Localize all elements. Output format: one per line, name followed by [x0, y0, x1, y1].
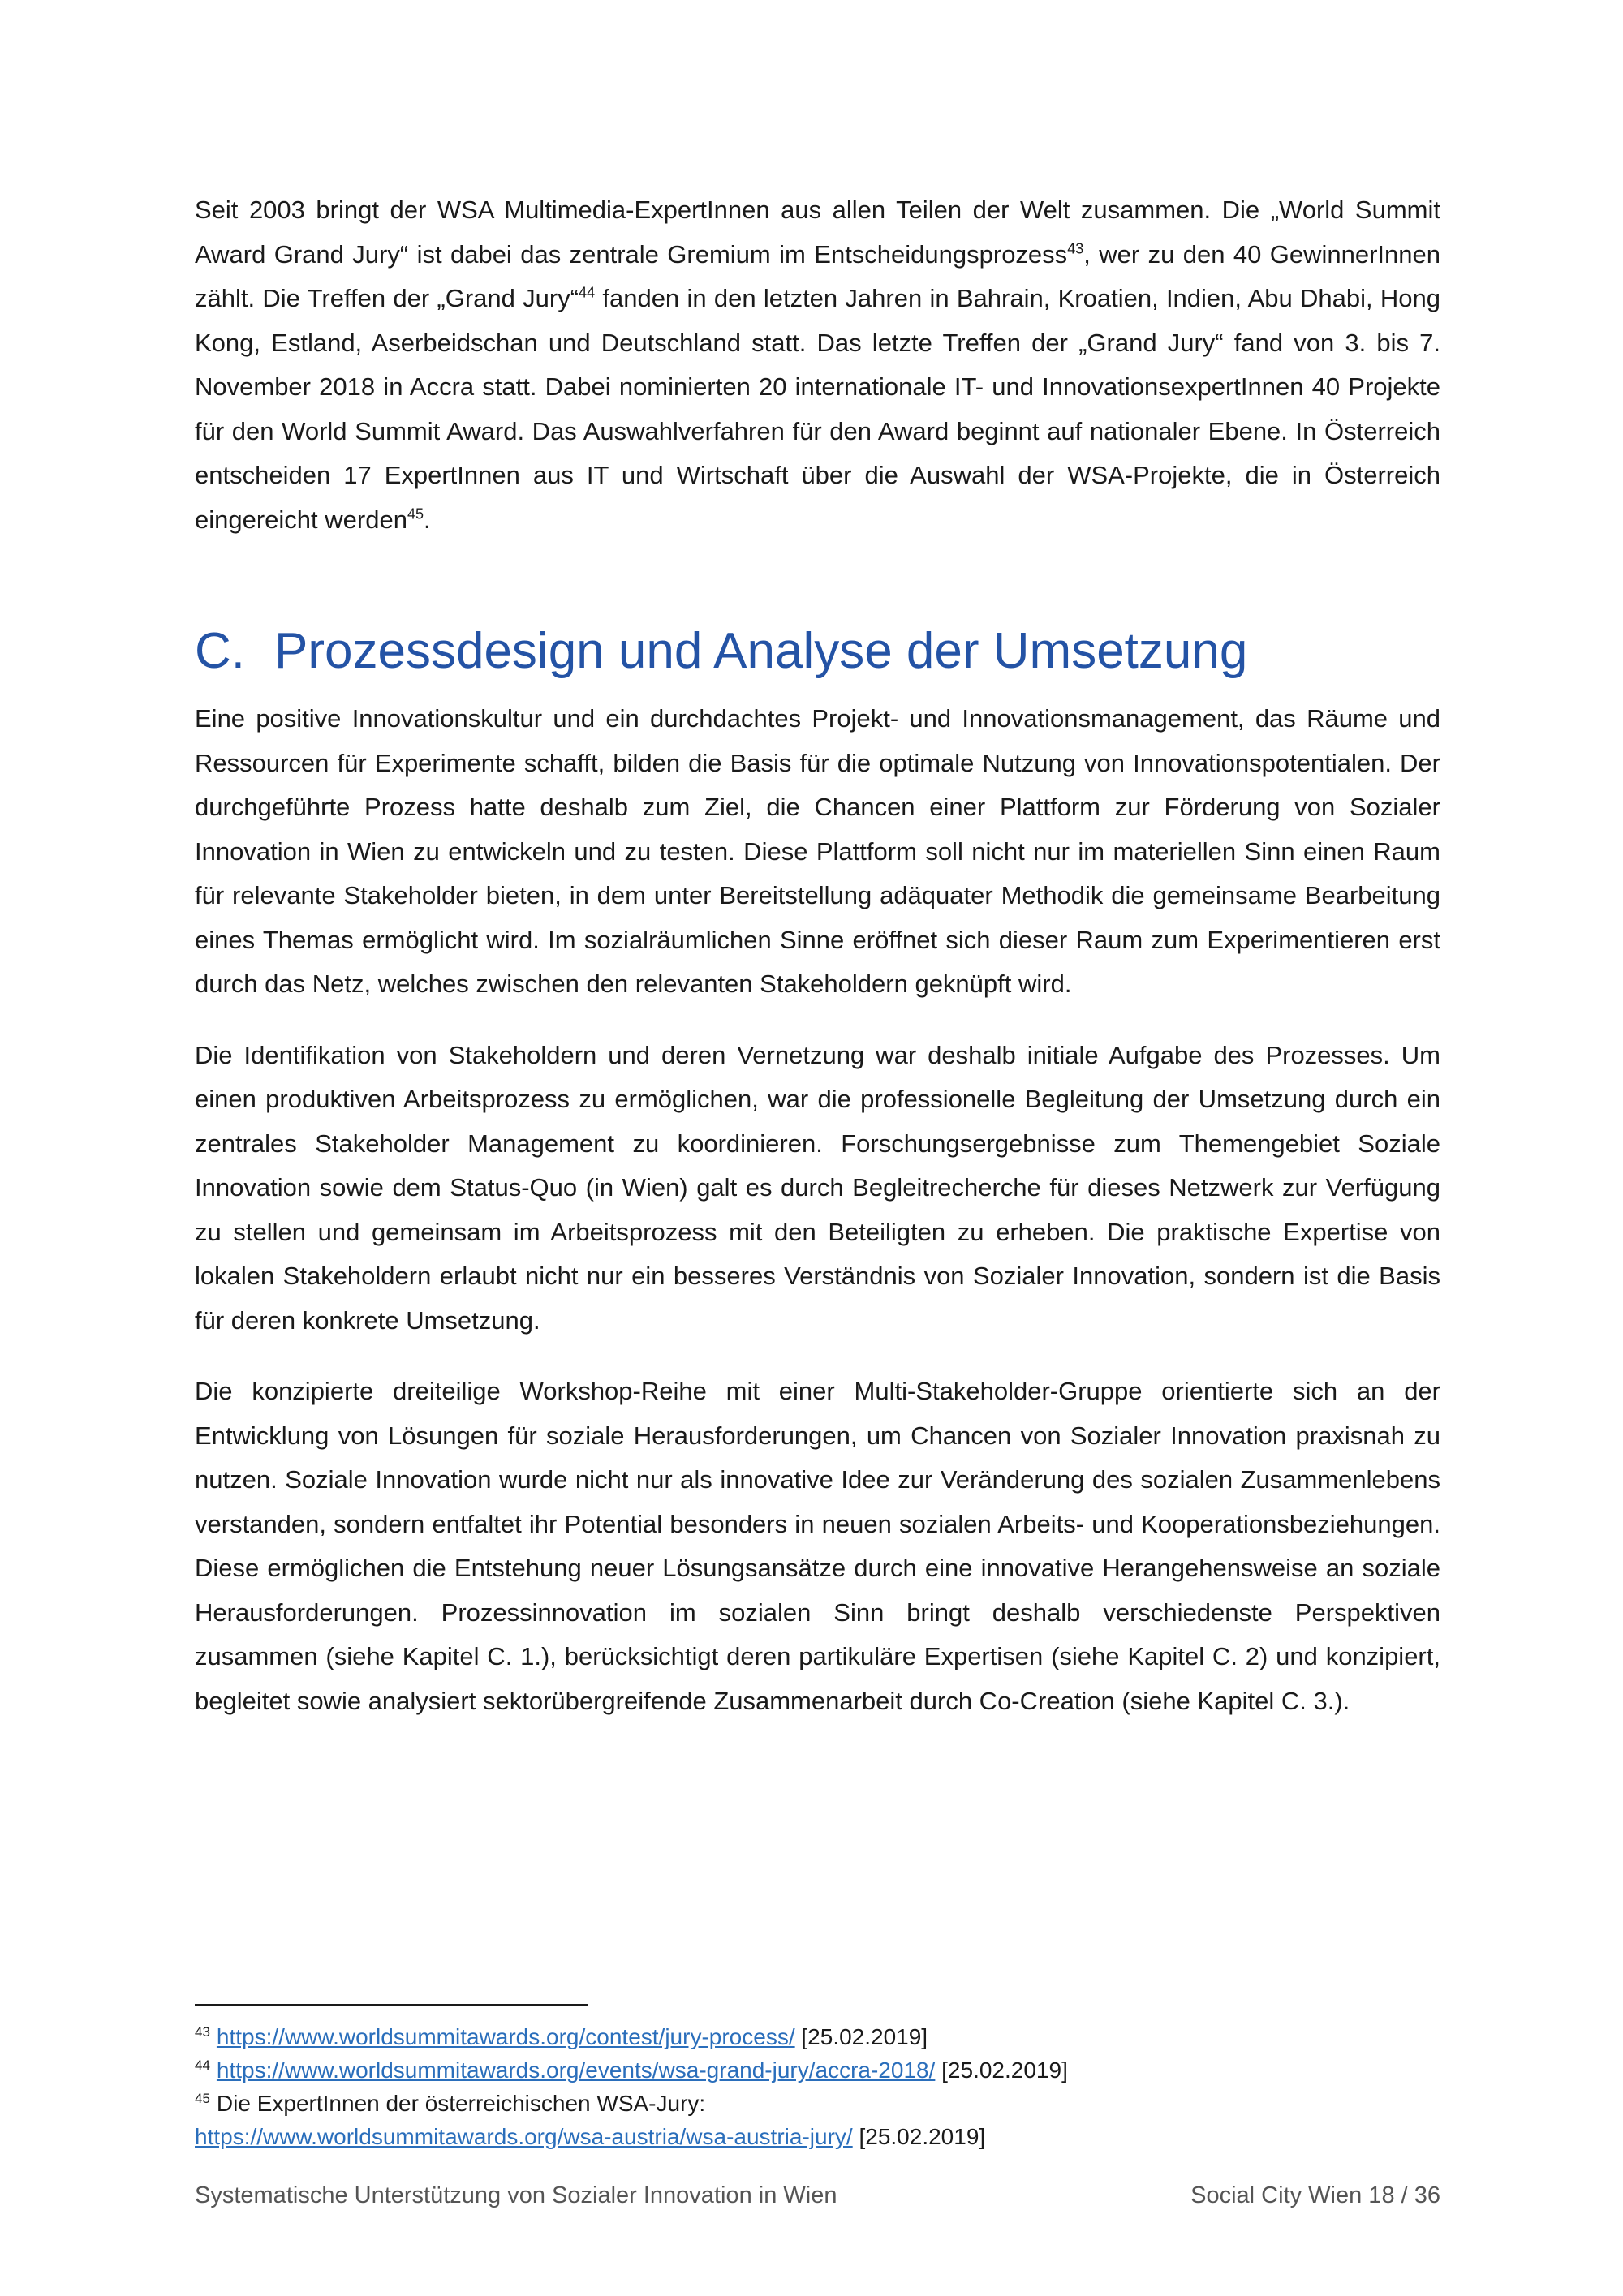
- footer-page-info: Social City Wien 18 / 36: [1190, 2182, 1440, 2208]
- footnote-divider: [195, 2004, 588, 2006]
- footnote-43: [195, 2020, 1440, 2053]
- footnote-date: [25.02.2019]: [859, 2124, 986, 2149]
- footnote-text: Die ExpertInnen der österreichischen WSA-Jury:: [216, 2091, 706, 2116]
- footnote-number: 44: [195, 2057, 210, 2073]
- footnote-date: [25.02.2019]: [801, 2024, 928, 2049]
- section-title: Prozessdesign und Analyse der Umsetzung: [274, 623, 1248, 679]
- section-heading: [195, 619, 1440, 684]
- footnote-number: 43: [195, 2023, 210, 2040]
- intro-text-2: , wer zu den 40 GewinnerInnen zählt. Die Treffen der „Grand Jury“: [195, 239, 1440, 312]
- footnote-44: [195, 2053, 1440, 2087]
- footnote-number: 45: [195, 2090, 210, 2106]
- footnote-date: [25.02.2019]: [941, 2057, 1068, 2083]
- intro-text-4: .: [423, 505, 431, 534]
- footnotes: [195, 2020, 1440, 2153]
- footnote-link[interactable]: https://www.worldsummitawards.org/events/wsa-grand-jury/accra-2018/: [216, 2057, 936, 2083]
- intro-text-1: Seit 2003 bringt der WSA Multimedia-ExpertInnen aus allen Teilen der Welt zusammen. Die „World Summit Award Grand Jury“ ist dabei das zentrale Gremium im Entscheidungsprozess: [195, 196, 1440, 269]
- footnote-45-link-line: [195, 2120, 1440, 2153]
- paragraph-stakeholder-identification: Die Identifikation von Stakeholdern und deren Vernetzung war deshalb initiale Aufgabe des Prozesses. Um einen produktiven Arbeitsprozess zu ermöglichen, war die professionelle Begleitung der Umsetzung durch ein zentrales Stakeholder Management zu koordinieren. Forschungsergebnisse zum Themengebiet Soziale Innovation sowie dem Status-Quo (in Wien) galt es durch Begleitrecherche für dieses Netzwerk zur Verfügung zu stellen und gemeinsam im Arbeitsprozess mit den Beteiligten zu erheben. Die praktische Expertise von lokalen Stakeholdern erlaubt nicht nur ein besseres Verständnis von Sozialer Innovation, sondern ist die Basis für deren konkrete Umsetzung.: [195, 1040, 1440, 1335]
- footnote-link[interactable]: https://www.worldsummitawards.org/wsa-austria/wsa-austria-jury/: [195, 2124, 853, 2149]
- footnote-45: [195, 2087, 1440, 2120]
- section-number: C.: [195, 623, 245, 679]
- footnote-ref-43[interactable]: 43: [1067, 240, 1084, 257]
- paragraph-workshop-series: Die konzipierte dreiteilige Workshop-Reihe mit einer Multi-Stakeholder-Gruppe orientierte sich an der Entwicklung von Lösungen für soziale Herausforderungen, um Chancen von Sozialer Innovation praxisnah zu nutzen. Soziale Innovation wurde nicht nur als innovative Idee zur Veränderung des sozialen Zusammenlebens verstanden, sondern entfaltet ihr Potential besonders in neuen sozialen Arbeits- und Kooperationsbeziehungen. Diese ermöglichen die Entstehung neuer Lösungsansätze durch eine innovative Herangehensweise an soziale Herausforderungen. Prozessinnovation im sozialen Sinn bringt deshalb verschiedenste Perspektiven zusammen (siehe Kapitel C. 1.), berücksichtigt deren partikuläre Expertisen (siehe Kapitel C. 2) und konzipiert, begleitet sowie analysiert sektorübergreifende Zusammenarbeit durch Co-Creation (siehe Kapitel C. 3.).: [195, 1377, 1440, 1715]
- page-content: [195, 188, 1440, 1723]
- intro-text-3: fanden in den letzten Jahren in Bahrain, Kroatien, Indien, Abu Dhabi, Hong Kong, Estland, Aserbeidschan und Deutschland statt. Das letzte Treffen der „Grand Jury“ fand von 3. bis 7. November 2018 in Accra statt. Dabei nominierten 20 internationale IT- und InnovationsexpertInnen 40 Projekte für den World Summit Award. Das Auswahlverfahren für den Award beginnt auf nationaler Ebene. In Österreich entscheiden 17 ExpertInnen aus IT und Wirtschaft über die Auswahl der WSA-Projekte, die in Österreich eingereicht werden: [195, 284, 1440, 534]
- footer-document-title: Systematische Unterstützung von Sozialer Innovation in Wien: [195, 2182, 837, 2208]
- footnote-ref-44[interactable]: 44: [579, 284, 596, 301]
- footnote-link[interactable]: https://www.worldsummitawards.org/contest/jury-process/: [216, 2024, 795, 2049]
- page-footer: [195, 2182, 1440, 2209]
- footnote-ref-45[interactable]: 45: [407, 505, 424, 522]
- intro-paragraph: [195, 188, 1440, 542]
- paragraph-innovation-culture: Eine positive Innovationskultur und ein durchdachtes Projekt- und Innovationsmanagement, das Räume und Ressourcen für Experimente schafft, bilden die Basis für die optimale Nutzung von Innovationspotentialen. Der durchgeführte Prozess hatte deshalb zum Ziel, die Chancen einer Plattform zur Förderung von Sozialer Innovation in Wien zu entwickeln und zu testen. Diese Plattform soll nicht nur im materiellen Sinn einen Raum für relevante Stakeholder bieten, in dem unter Bereitstellung adäquater Methodik die gemeinsame Bearbeitung eines Themas ermöglicht wird. Im sozialräumlichen Sinne eröffnet sich dieser Raum zum Experimentieren erst durch das Netz, welches zwischen den relevanten Stakeholdern geknüpft wird.: [195, 704, 1440, 998]
